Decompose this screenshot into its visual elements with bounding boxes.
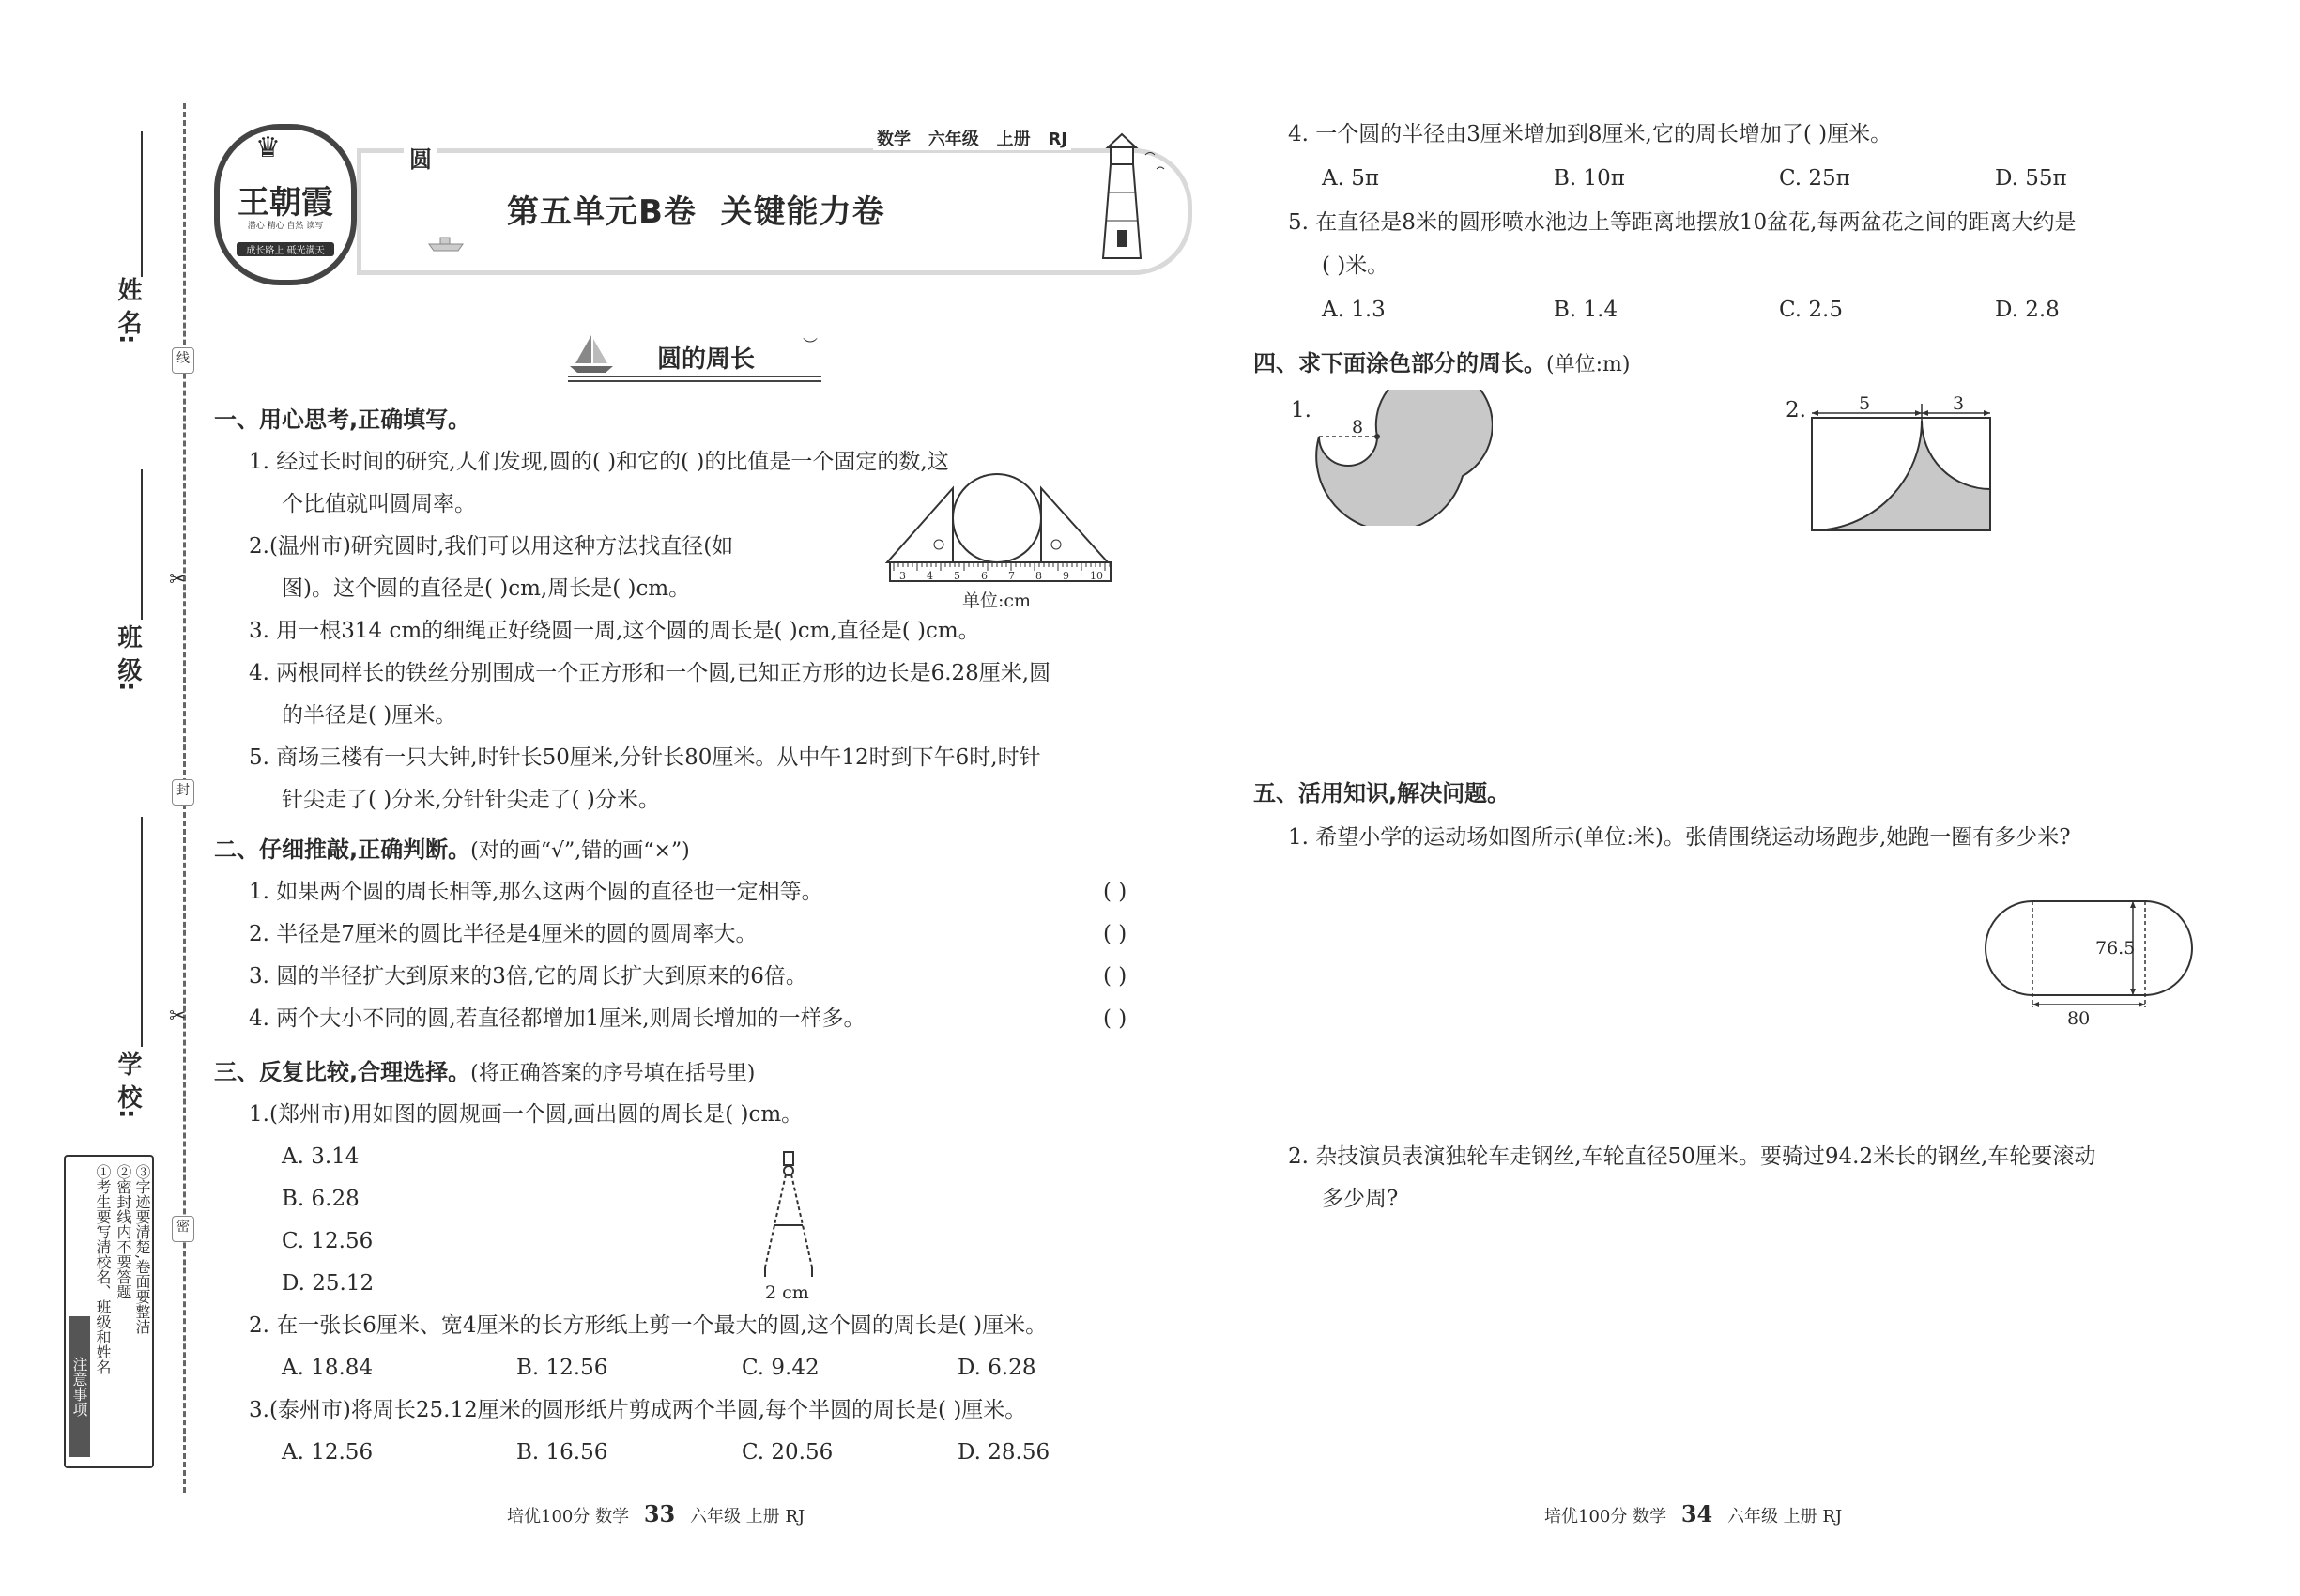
s1-q5-line2: 针尖走了( )分米,分针针尖走了( )分米。 <box>282 788 660 812</box>
s1-q5-line1: 5. 商场三楼有一只大钟,时针长50厘米,分针长80厘米。从中午12时到下午6时,时针 <box>249 745 1041 770</box>
ship-icon <box>427 230 465 253</box>
s1-q2-line1: 2.(温州市)研究圆时,我们可以用这种方法找直径(如 <box>249 534 734 559</box>
section-3-title: 三、反复比较,合理选择。 <box>214 1059 471 1085</box>
subtitle-underline <box>568 376 821 382</box>
cut-mark-2: 封 <box>172 779 194 806</box>
s3-q1-opt-a[interactable]: A. 3.14 <box>282 1144 360 1169</box>
logo-tag-small: 潜心 精心 自然 读写 <box>247 222 324 231</box>
meta-edition: RJ <box>1048 130 1067 149</box>
ruler-diameter-figure <box>882 469 1117 587</box>
shaded-figure-2 <box>1807 394 1995 535</box>
ruler-tick-label: 3 <box>899 570 906 582</box>
fig1-label: 8 <box>1352 417 1364 437</box>
note-1: ①考生要写清校名、班级和姓名 <box>94 1164 112 1374</box>
s5-q1: 1. 希望小学的运动场如图所示(单位:米)。张倩围绕运动场跑步,她跑一圈有多少米? <box>1288 825 2071 850</box>
school-label: 学 校: <box>114 1051 142 1119</box>
cut-mark-1: 线 <box>172 347 194 374</box>
notes-title: 注意事项 <box>69 1316 90 1457</box>
meta-volume: 上册 <box>996 130 1031 149</box>
cut-mark-3: 密 <box>172 1216 194 1242</box>
ruler-tick-label: 7 <box>1008 570 1015 582</box>
r-q5-opt-d[interactable]: D. 2.8 <box>1995 298 2060 322</box>
ruler-tick-label: 6 <box>981 570 988 582</box>
meta-subject: 数学 <box>877 130 911 149</box>
s2-item-3: 3. 圆的半径扩大到原来的3倍,它的周长扩大到原来的6倍。 <box>249 964 807 989</box>
compass-figure <box>746 1150 831 1281</box>
r-q4-opt-c[interactable]: C. 25π <box>1779 166 1850 191</box>
s3-q3-opt-d[interactable]: D. 28.56 <box>958 1440 1050 1465</box>
s3-q2-opt-d[interactable]: D. 6.28 <box>958 1356 1036 1380</box>
logo-name: 王朝霞 <box>238 184 333 222</box>
s1-q1-line1: 1. 经过长时间的研究,人们发现,圆的( )和它的( )的比值是一个固定的数,这 <box>249 450 949 474</box>
header-meta <box>873 126 1071 150</box>
section-2-heading <box>214 836 690 866</box>
s3-q2: 2. 在一张长6厘米、宽4厘米的长方形纸上剪一个最大的圆,这个圆的周长是( )厘米。 <box>249 1313 1048 1338</box>
section-4-heading <box>1253 349 1630 379</box>
class-field[interactable] <box>141 469 143 620</box>
logo-tagline: 成长路上 砥光满天 <box>237 242 334 256</box>
crown-icon: ♛ <box>255 131 281 164</box>
s2-bracket-4[interactable]: ( ) <box>1103 1006 1127 1031</box>
s1-q4-line1: 4. 两根同样长的铁丝分别围成一个正方形和一个圆,已知正方形的边长是6.28厘米,圆 <box>249 661 1051 685</box>
s5-q2-line2: 多少周? <box>1322 1187 1399 1211</box>
s2-item-2: 2. 半径是7厘米的圆比半径是4厘米的圆的圆周率大。 <box>249 922 758 946</box>
bird-icon: ︶ <box>803 336 819 354</box>
ruler-tick-label: 5 <box>954 570 960 582</box>
ruler-unit: 单位:cm <box>962 591 1032 611</box>
section-1-heading: 一、用心思考,正确填写。 <box>214 407 471 433</box>
meta-grade: 六年级 <box>928 130 979 149</box>
section-3-note: (将正确答案的序号填在括号里) <box>470 1062 756 1085</box>
footer-left-post: 六年级 上册 RJ <box>689 1507 805 1527</box>
s3-q2-opt-b[interactable]: B. 12.56 <box>516 1356 608 1380</box>
s3-q3-opt-a[interactable]: A. 12.56 <box>282 1440 374 1465</box>
s3-q1: 1.(郑州市)用如图的圆规画一个圆,画出圆的周长是( )cm。 <box>249 1102 804 1127</box>
s1-q4-line2: 的半径是( )厘米。 <box>282 703 457 728</box>
s2-item-1: 1. 如果两个圆的周长相等,那么这两个圆的直径也一定相等。 <box>249 880 823 904</box>
scissors-icon: ✂ <box>169 568 187 591</box>
r-q5-line1: 5. 在直径是8米的圆形喷水池边上等距离地摆放10盆花,每两盆花之间的距离大约是 <box>1288 210 2077 235</box>
r-q5-opt-c[interactable]: C. 2.5 <box>1779 298 1843 322</box>
footer-left <box>507 1500 805 1527</box>
s5-q2-line1: 2. 杂技演员表演独轮车走钢丝,车轮直径50厘米。要骑过94.2米长的钢丝,车轮要滚动 <box>1288 1144 2096 1169</box>
sailboat-icon <box>568 333 615 376</box>
s2-bracket-1[interactable]: ( ) <box>1103 880 1127 904</box>
fig2-label-5: 5 <box>1859 393 1871 414</box>
note-2: ②密封线内不要答题 <box>115 1164 132 1299</box>
s3-q1-opt-d[interactable]: D. 25.12 <box>282 1271 375 1296</box>
s3-q3-opt-b[interactable]: B. 16.56 <box>516 1440 608 1465</box>
footer-right <box>1544 1500 1842 1527</box>
ruler-tick-label: 4 <box>927 570 933 582</box>
s3-q2-opt-a[interactable]: A. 18.84 <box>282 1356 374 1380</box>
r-q5-opt-a[interactable]: A. 1.3 <box>1322 298 1386 322</box>
topic-badge: 圆 <box>404 141 437 174</box>
footer-left-pre: 培优100分 数学 <box>507 1507 630 1527</box>
shaded-figure-1 <box>1314 390 1493 526</box>
section-4-title: 四、求下面涂色部分的周长。 <box>1253 350 1546 376</box>
s3-q3: 3.(泰州市)将周长25.12厘米的圆形纸片剪成两个半圆,每个半圆的周长是( )厘米。 <box>249 1398 1027 1422</box>
class-label: 班 级: <box>114 624 142 692</box>
notes-box <box>64 1155 154 1468</box>
section-4-note: (单位:m) <box>1546 353 1631 376</box>
r-q5-opt-b[interactable]: B. 1.4 <box>1554 298 1618 322</box>
scissors-icon: ✂ <box>169 1005 187 1028</box>
ruler-tick-label: 9 <box>1063 570 1069 582</box>
track-figure <box>1981 897 2206 1014</box>
page-number-left: 33 <box>643 1500 676 1527</box>
ruler-tick-label: 8 <box>1035 570 1042 582</box>
footer-right-pre: 培优100分 数学 <box>1544 1507 1667 1527</box>
s3-q1-opt-b[interactable]: B. 6.28 <box>282 1187 360 1211</box>
s3-q3-opt-c[interactable]: C. 20.56 <box>742 1440 834 1465</box>
lighthouse-icon <box>1070 127 1173 268</box>
s3-q2-opt-c[interactable]: C. 9.42 <box>742 1356 820 1380</box>
name-label: 姓 名: <box>114 277 142 345</box>
school-field[interactable] <box>141 817 143 1047</box>
ruler-tick-label: 10 <box>1090 570 1103 582</box>
r-q4-opt-a[interactable]: A. 5π <box>1322 166 1379 191</box>
section-3-heading <box>214 1058 755 1088</box>
s2-bracket-3[interactable]: ( ) <box>1103 964 1127 989</box>
s2-item-4: 4. 两个大小不同的圆,若直径都增加1厘米,则周长增加的一样多。 <box>249 1006 866 1031</box>
fig2-number: 2. <box>1786 398 1806 422</box>
logo-badge <box>214 124 357 285</box>
page-number-right: 34 <box>1680 1500 1713 1527</box>
s2-bracket-2[interactable]: ( ) <box>1103 922 1127 946</box>
section-2-note: (对的画“√”,错的画“×”) <box>470 839 690 863</box>
r-q5-line2: ( )米。 <box>1322 253 1389 278</box>
section-subtitle: 圆的周长 <box>657 345 756 374</box>
r-q4-opt-b[interactable]: B. 10π <box>1554 166 1625 191</box>
fig1-number: 1. <box>1291 398 1311 422</box>
track-width-label: 80 <box>2067 1008 2091 1029</box>
compass-label: 2 cm <box>765 1282 809 1303</box>
r-q4: 4. 一个圆的半径由3厘米增加到8厘米,它的周长增加了( )厘米。 <box>1288 122 1893 146</box>
name-field[interactable] <box>141 131 143 277</box>
note-3: ③字迹要清楚,卷面要整洁 <box>133 1164 151 1335</box>
footer-right-post: 六年级 上册 RJ <box>1726 1507 1843 1527</box>
s1-q3: 3. 用一根314 cm的细绳正好绕圆一周,这个圆的周长是( )cm,直径是( )cm。 <box>249 619 980 643</box>
page-title: 第五单元B卷 关键能力卷 <box>507 193 885 231</box>
fig2-label-3: 3 <box>1953 393 1965 414</box>
s1-q1-line2: 个比值就叫圆周率。 <box>282 492 476 516</box>
section-2-title: 二、仔细推敲,正确判断。 <box>214 836 471 863</box>
s1-q2-line2: 图)。这个圆的直径是( )cm,周长是( )cm。 <box>282 576 691 601</box>
section-5-heading: 五、活用知识,解决问题。 <box>1253 780 1510 806</box>
s3-q1-opt-c[interactable]: C. 12.56 <box>282 1229 374 1253</box>
r-q4-opt-d[interactable]: D. 55π <box>1995 166 2067 191</box>
track-height-label: 76.5 <box>2095 938 2136 959</box>
